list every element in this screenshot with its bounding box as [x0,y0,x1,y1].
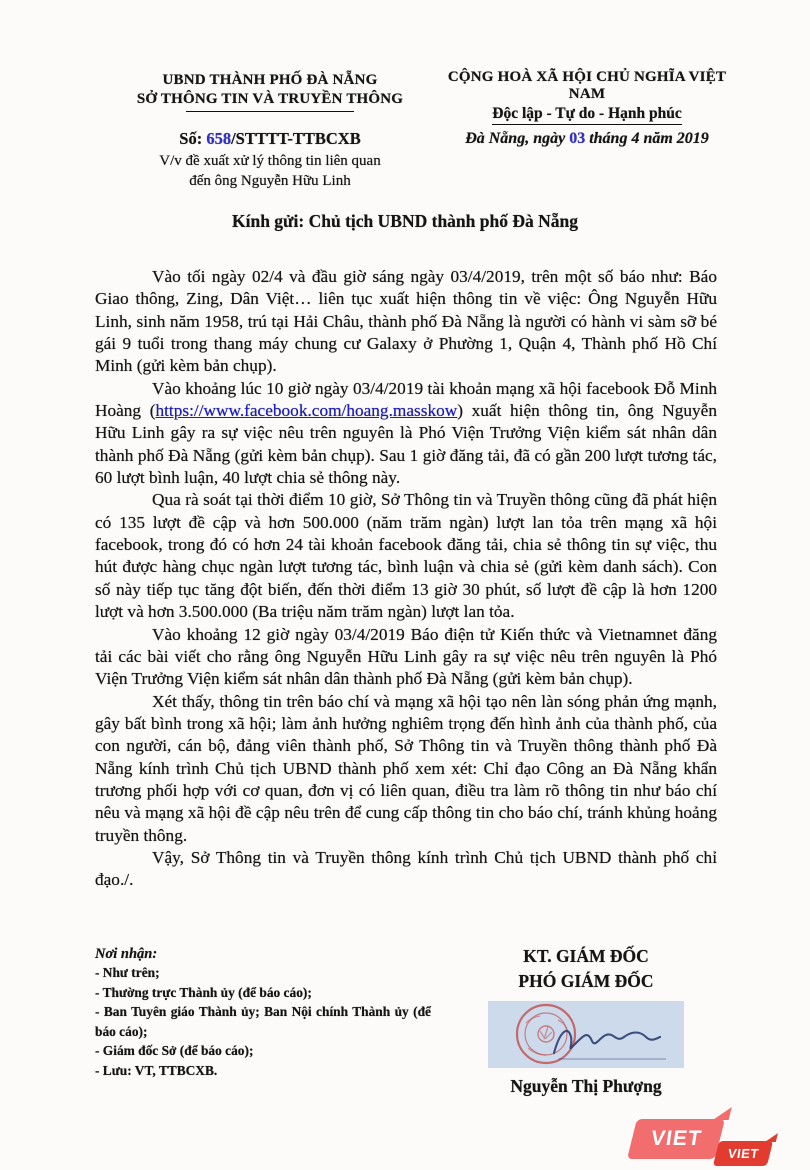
signer-title-line2: PHÓ GIÁM ĐỐC [518,971,654,991]
stamp-and-signature [488,1001,684,1068]
salutation-line: Kính gửi: Chủ tịch UBND thành phố Đà Nẵng [231,211,578,231]
paragraph-3: Qua rà soát tại thời điểm 10 giờ, Sở Thông tin và Truyền thông cũng đã phát hiện có 135 lượt đề cập và hơn 500.000 (năm trăm ngàn) lượt lan tỏa trên mạng xã hội facebook, trong đó có hơn 24 tài khoản facebook đăng tải, chia sẻ thông tin sự việc, thu hút được hàng chục ngàn lượt tương tác, bình luận và chia sẻ (gửi kèm danh sách). Con số này tiếp tục tăng đột biến, đến thời điểm 13 giờ 30 phút, số lượt đề cập là hơn 1200 lượt và hơn 3.500.000 (Ba triệu năm trăm ngàn) lượt lan tỏa. [95,490,717,622]
national-motto-line2: Độc lập - Tự do - Hạnh phúc [492,105,681,125]
recipient-item: - Giám đốc Sở (để báo cáo); [95,1043,254,1058]
recipient-item: - Như trên; [95,965,160,980]
issuing-org-block [108,72,432,112]
viet-logo-small-text: VIET [726,1146,760,1161]
subject-line2: đến ông Nguyễn Hữu Linh [189,172,351,189]
signer-title-line1: KT. GIÁM ĐỐC [523,946,649,966]
doc-number-suffix: /STTTT-TTBCXB [231,129,361,148]
signer-name: Nguyễn Thị Phượng [510,1076,662,1096]
date-suffix: tháng 4 năm 2019 [585,130,709,147]
document-body [95,266,717,892]
viet-logo-small [713,1141,773,1166]
viet-logo-large [627,1119,725,1159]
org-underline [186,111,354,112]
paragraph-2-post: ) xuất hiện thông tin, ông Nguyễn Hữu Linh gây ra sự việc nêu trên nguyên là Phó Viện Trưởng Viện kiểm sát nhân dân thành phố Đà Nẵng (gửi kèm bản chụp). Sau 1 giờ đăng tải, đã có gần 200 lượt tương tác, 60 lượt bình luận, 40 lượt chia sẻ thông này. [95,401,717,488]
logo-fold-icon [713,1107,732,1120]
recipient-item: - Lưu: VT, TTBCXB. [95,1062,218,1078]
paragraph-2-pre: Vào khoảng lúc 10 giờ ngày 03/4/2019 tài khoản mạng xã hội facebook Đỗ Minh Hoàng ( [95,378,717,421]
signature-block [430,944,742,1097]
paragraph-4: Vào khoảng 12 giờ ngày 03/4/2019 Báo điện tử Kiến thức và Vietnamnet đăng tải các bài viết cho rằng ông Nguyễn Hữu Linh gây ra sự việc nêu trên nguyên là Phó Viện Trưởng Viện kiểm sát nhân dân thành phố Đà Nẵng (gửi kèm bản chụp). [95,624,717,689]
viet-logo-large-text: VIET [649,1127,704,1150]
logo-fold-icon [765,1133,778,1142]
recipients-block [95,946,431,1080]
place-date-line [428,130,746,148]
recipients-label: Nơi nhận: [95,946,158,962]
paragraph-2 [95,378,717,490]
document-number-line [108,129,432,149]
doc-number-label: Số: [179,129,207,148]
paragraph-6: Vậy, Sở Thông tin và Truyền thông kính trình Chủ tịch UBND thành phố chỉ đạo./. [95,847,717,890]
date-day: 03 [569,130,586,147]
facebook-profile-link[interactable]: https://www.facebook.com/hoang.masskow [155,401,458,421]
doc-number-value: 658 [206,129,232,148]
org-name: SỞ THÔNG TIN VÀ TRUYỀN THÔNG [136,91,404,107]
paragraph-5: Xét thấy, thông tin trên báo chí và mạng xã hội tạo nên làn sóng phản ứng mạnh, gây bất bình trong xã hội; làm ảnh hưởng nghiêm trọng đến hình ảnh của thành phố, của con người, cán bộ, đảng viên thành phố, Sở Thông tin và Truyền thông thành phố Đà Nẵng kính trình Chủ tịch UBND thành phố xem xét: Chỉ đạo Công an Đà Nẵng khẩn trương phối hợp với cơ quan, đơn vị có liên quan, điều tra làm rõ thông tin như báo chí nêu và mạng xã hội đề cập nêu trên để cung cấp thông tin cho báo chí, tránh khủng hoảng truyền thông. [95,691,717,845]
paragraph-1: Vào tối ngày 02/4 và đầu giờ sáng ngày 03/4/2019, trên một số báo như: Báo Giao thông, Zing, Dân Việt… liên tục xuất hiện thông tin về việc: Ông Nguyễn Hữu Linh, sinh năm 1958, trú tại Hải Châu, thành phố Đà Nẵng là người có hành vi sàm sỡ bé gái 9 tuổi trong thang máy chung cư Galaxy ở Phường 1, Quận 4, Thành phố Hồ Chí Minh (gửi kèm bản chụp). [95,267,717,376]
recipient-item: - Ban Tuyên giáo Thành ủy; Ban Nội chính Thành ủy (để báo cáo); [95,1004,431,1039]
national-motto-line1: CỘNG HOÀ XÃ HỘI CHỦ NGHĨA VIỆT NAM [447,69,727,102]
subject-line1: V/v đề xuất xử lý thông tin liên quan [159,153,381,169]
recipient-item: - Thường trực Thành ủy (để báo cáo); [95,984,312,1000]
national-header-block [428,69,746,125]
org-parent-name: UBND THÀNH PHỐ ĐÀ NẴNG [162,72,378,88]
date-prefix: Đà Nẵng, ngày [465,130,570,147]
document-subject [100,152,440,191]
stamp-signature-graphic [488,1001,684,1068]
